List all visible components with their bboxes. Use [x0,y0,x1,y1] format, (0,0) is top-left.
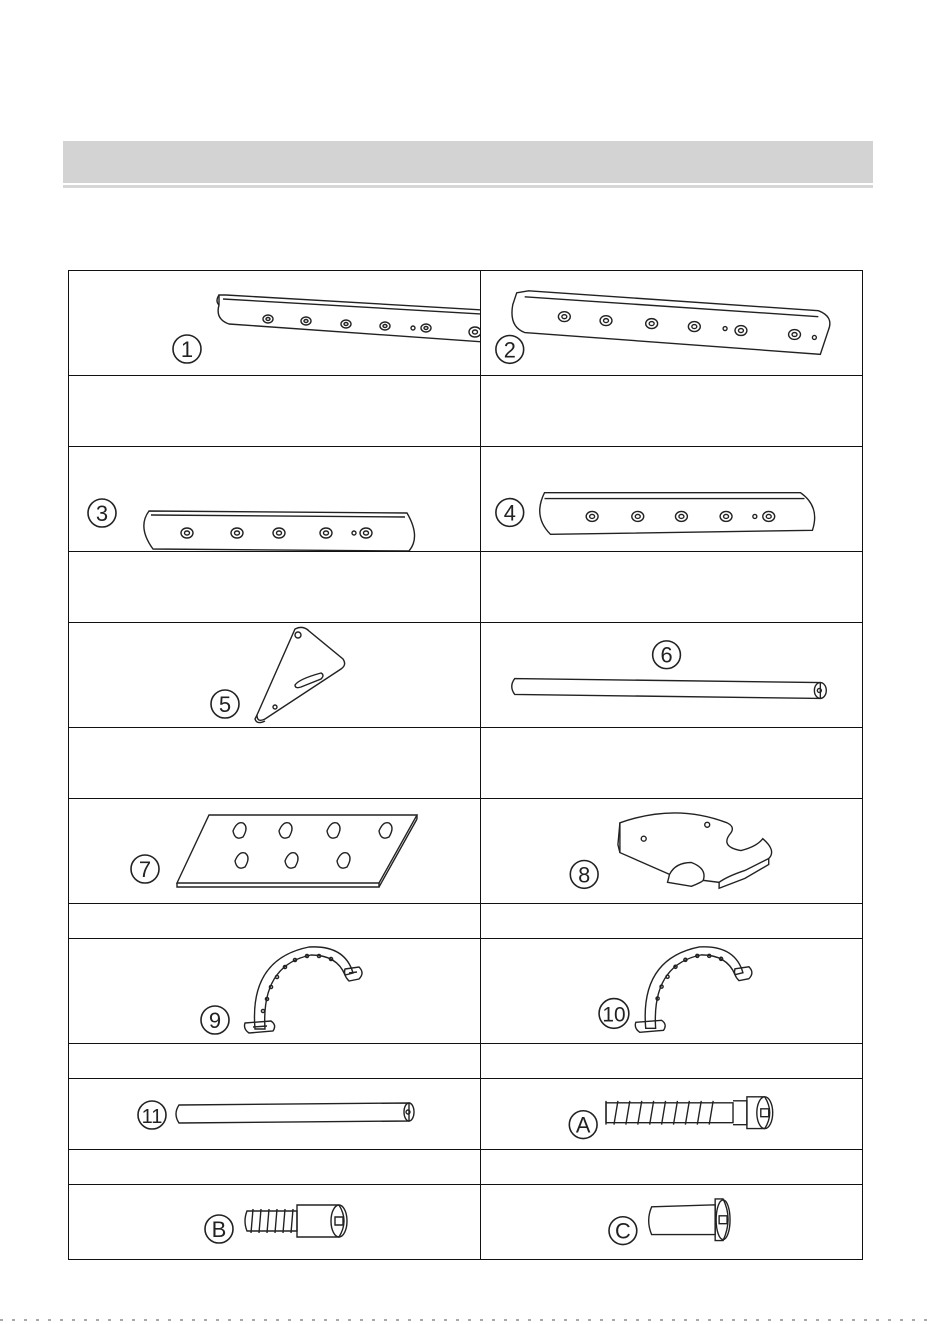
part-label-B: B [211,1217,227,1242]
part-cell-5 [69,623,481,728]
part-cell-B [69,1185,481,1260]
part-label-2: 2 [503,337,516,363]
page-bottom-edge-marks [0,1318,933,1322]
part-label-11: 11 [141,1106,163,1128]
part-6-drawing [481,623,862,726]
part-label-A: A [575,1112,591,1138]
part-4-drawing [481,447,862,550]
part-label-10: 10 [602,1003,626,1027]
part-5-drawing [69,623,480,727]
part-cell-A [481,1079,863,1150]
part-cell-8 [481,799,863,904]
part-2-drawing [481,271,862,374]
part-cell-11 [69,1079,481,1150]
part-cell-7 [69,799,481,904]
part-cell-3 [69,447,481,552]
part-description-cell-1 [69,376,481,447]
section-header-bar [63,141,873,183]
part-description-cell-5 [69,728,481,799]
part-cell-6 [481,623,863,728]
part-cell-4 [481,447,863,552]
part-description-cell-7 [69,904,481,939]
part-description-cell-6 [481,728,863,799]
part-description-cell-8 [481,904,863,939]
part-label-4: 4 [503,500,516,526]
part-8-drawing [481,799,862,902]
part-9-drawing [69,939,480,1043]
part-cell-9 [69,939,481,1044]
part-description-cell-9 [69,1044,481,1079]
part-3-drawing [69,447,480,551]
parts-list-table [68,270,863,1260]
part-label-3: 3 [95,501,109,526]
part-label-5: 5 [218,692,232,717]
section-header-rule [63,185,873,188]
part-B-drawing [69,1185,480,1259]
part-A-drawing [481,1079,862,1148]
part-label-C: C [615,1218,631,1244]
part-label-1: 1 [180,337,194,362]
part-label-7: 7 [138,857,152,882]
part-label-8: 8 [578,862,591,888]
part-description-cell-4 [481,552,863,623]
part-label-9: 9 [208,1008,222,1033]
part-description-cell-3 [69,552,481,623]
part-label-6: 6 [660,643,673,669]
part-description-cell-11 [69,1150,481,1185]
part-1-drawing [69,271,480,375]
part-description-cell-A [481,1150,863,1185]
part-cell-C [481,1185,863,1260]
part-C-drawing [481,1185,862,1258]
part-description-cell-10 [481,1044,863,1079]
part-11-drawing [69,1079,480,1149]
part-7-drawing [69,799,480,903]
part-cell-2 [481,271,863,376]
part-cell-1 [69,271,481,376]
part-description-cell-2 [481,376,863,447]
part-10-drawing [481,939,862,1042]
part-cell-10 [481,939,863,1044]
